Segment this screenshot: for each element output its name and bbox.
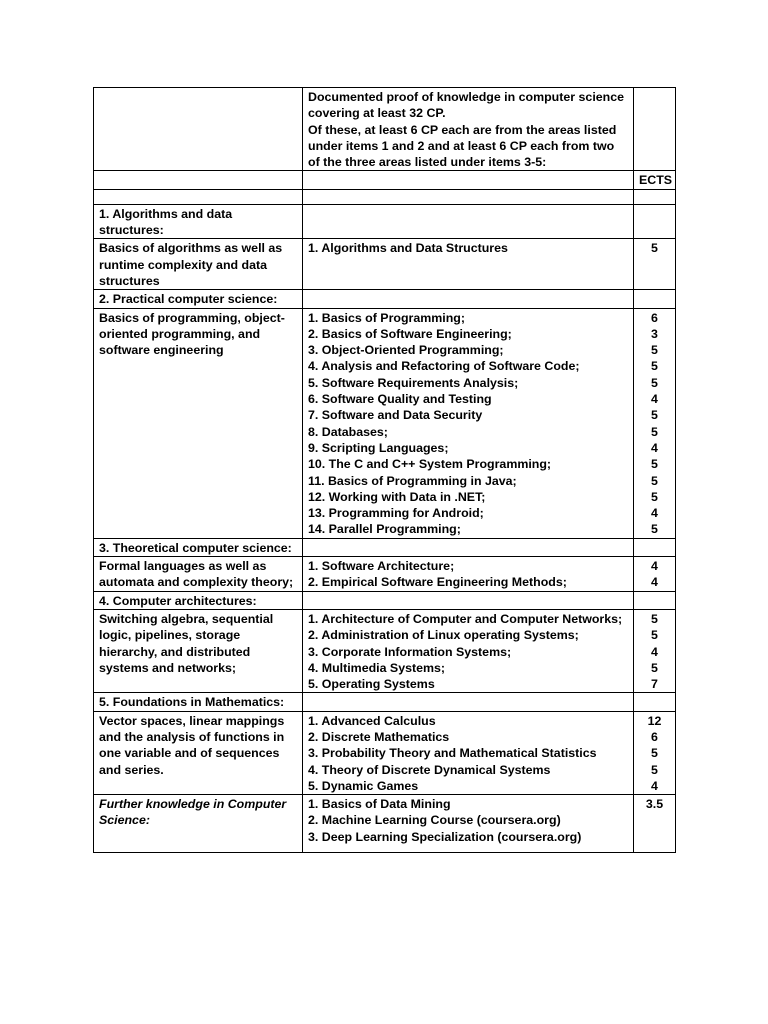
section-content-row [94,557,676,592]
further-course-item: 1. Basics of Data Mining [308,797,451,812]
ects-value: 5 [651,522,658,537]
ects-value: 5 [651,746,658,761]
course-list [303,609,634,692]
course-item: 1. Algorithms and Data Structures [308,241,508,256]
section-title: 4. Computer architectures: [94,591,303,609]
course-item: 4. Multimedia Systems; [308,660,446,675]
ects-value: 5 [651,762,658,777]
ects-value: 5 [651,375,658,390]
empty-cell [94,189,303,204]
further-ects [634,795,676,853]
ects-value: 3 [651,326,658,341]
section-title-row [94,290,676,308]
section-title: 1. Algorithms and data structures: [94,204,303,239]
empty-cell [634,591,676,609]
empty-cell [634,290,676,308]
section-title: 2. Practical computer science: [94,290,303,308]
section-title-row [94,693,676,711]
ects-header-row [94,171,676,189]
empty-cell [634,693,676,711]
section-title: 5. Foundations in Mathematics: [94,693,303,711]
section-content-row [94,239,676,290]
ects-column-header: ECTS [634,171,676,189]
section-description: Basics of programming, object-oriented programming, and software engineering [94,308,303,538]
further-description: Further knowledge in Computer Science: [94,795,303,853]
course-item: 4. Analysis and Refactoring of Software Code; [308,359,580,374]
course-item: 5. Dynamic Games [308,778,419,793]
course-item: 1. Advanced Calculus [308,713,436,728]
course-item: 1. Basics of Programming; [308,310,465,325]
course-item: 3. Probability Theory and Mathematical Statistics [308,746,597,761]
course-item: 3. Object-Oriented Programming; [308,343,504,358]
section-content-row [94,711,676,794]
ects-value: 4 [651,392,658,407]
empty-cell [634,88,676,171]
course-item: 14. Parallel Programming; [308,522,461,537]
course-item: 2. Empirical Software Engineering Methods; [308,575,567,590]
course-item: 5. Software Requirements Analysis; [308,375,519,390]
empty-cell [634,204,676,239]
course-item: 5. Operating Systems [308,677,435,692]
ects-value: 5 [651,489,658,504]
course-item: 1. Software Architecture; [308,559,455,574]
empty-cell [634,538,676,556]
ects-value: 5 [651,408,658,423]
empty-cell [303,538,634,556]
requirements-table [93,87,676,853]
ects-value: 5 [651,628,658,643]
ects-value: 4 [651,778,658,793]
course-list [303,308,634,538]
course-item: 9. Scripting Languages; [308,440,449,455]
ects-value: 4 [651,644,658,659]
ects-value: 5 [651,359,658,374]
ects-value: 12 [647,713,662,728]
ects-list [634,308,676,538]
section-description: Switching algebra, sequential logic, pipelines, storage hierarchy, and distributed systems and networks; [94,609,303,692]
header-row [94,88,676,171]
section-description: Formal languages as well as automata and complexity theory; [94,557,303,592]
course-item: 7. Software and Data Security [308,408,483,423]
section-description: Basics of algorithms as well as runtime complexity and data structures [94,239,303,290]
section-title-row [94,538,676,556]
header-intro: Documented proof of knowledge in computer science covering at least 32 CP. [308,90,625,121]
ects-list [634,711,676,794]
ects-value: 4 [651,559,658,574]
section-content-row [94,609,676,692]
empty-cell [303,290,634,308]
empty-cell [303,693,634,711]
further-course-item: 2. Machine Learning Course (coursera.org) [308,813,561,828]
ects-value: 4 [651,575,658,590]
course-item: 13. Programming for Android; [308,506,484,521]
ects-list [634,609,676,692]
course-list [303,711,634,794]
course-item: 6. Software Quality and Testing [308,392,492,407]
section-content-row [94,308,676,538]
ects-value: 7 [651,677,658,692]
empty-cell [94,88,303,171]
further-course-item: 3. Deep Learning Specialization (coursera.org) [308,829,582,844]
ects-value: 5 [651,660,658,675]
ects-list [634,557,676,592]
empty-cell [94,171,303,189]
header-text [303,88,634,171]
empty-cell [634,189,676,204]
course-item: 4. Theory of Discrete Dynamical Systems [308,762,551,777]
section-title-row [94,204,676,239]
ects-value: 6 [651,310,658,325]
ects-list [634,239,676,290]
ects-value: 4 [651,506,658,521]
section-title: 3. Theoretical computer science: [94,538,303,556]
ects-value: 5 [651,457,658,472]
ects-value: 6 [651,729,658,744]
section-title-row [94,591,676,609]
course-item: 10. The C and C++ System Programming; [308,457,552,472]
ects-value: 5 [651,241,658,256]
course-item: 8. Databases; [308,424,388,439]
course-item: 3. Corporate Information Systems; [308,644,512,659]
course-item: 2. Administration of Linux operating Systems; [308,628,579,643]
section-description: Vector spaces, linear mappings and the analysis of functions in one variable and of sequences and series. [94,711,303,794]
empty-cell [303,171,634,189]
further-course-list [303,795,634,853]
empty-cell [303,204,634,239]
ects-value: 5 [651,424,658,439]
course-list [303,239,634,290]
empty-cell [303,591,634,609]
course-item: 11. Basics of Programming in Java; [308,473,517,488]
course-item: 2. Basics of Software Engineering; [308,326,512,341]
course-item: 1. Architecture of Computer and Computer Networks; [308,611,623,626]
course-item: 12. Working with Data in .NET; [308,489,486,504]
course-list [303,557,634,592]
further-knowledge-row [94,795,676,853]
empty-cell [303,189,634,204]
ects-value: 5 [651,343,658,358]
spacer-row [94,189,676,204]
header-rule: Of these, at least 6 CP each are from the areas listed under items 1 and 2 and at least 6 CP each from two of the three areas listed under items 3-5: [308,122,617,170]
ects-value: 3.5 [645,797,664,812]
ects-value: 5 [651,473,658,488]
course-item: 2. Discrete Mathematics [308,729,450,744]
ects-value: 5 [651,611,658,626]
ects-value: 4 [651,440,658,455]
